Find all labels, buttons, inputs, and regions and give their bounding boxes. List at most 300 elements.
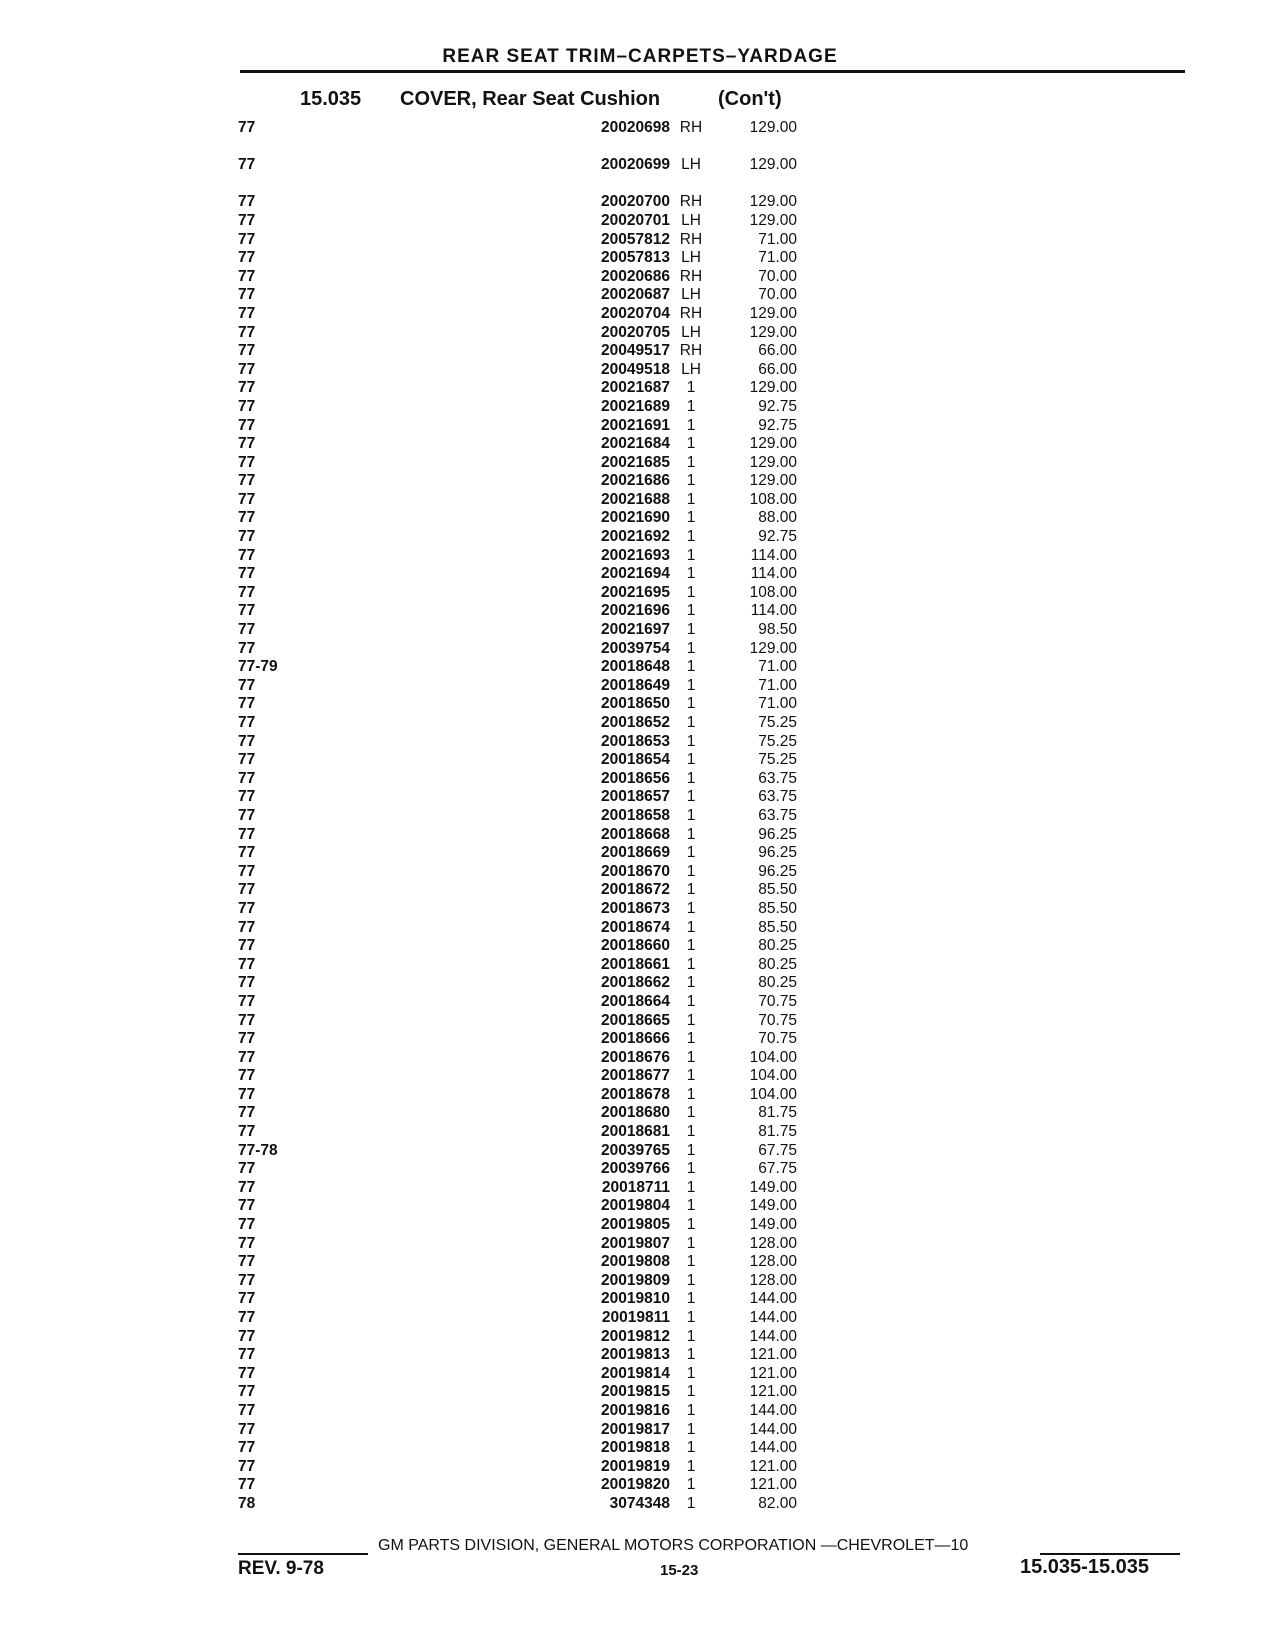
part-number-cell: 20057813 (601, 249, 670, 267)
year-cell: 77-78 (238, 1141, 278, 1159)
table-row (0, 937, 1280, 956)
table-row (0, 1104, 1280, 1123)
table-row (0, 993, 1280, 1012)
table-row (0, 119, 1280, 156)
table-row (0, 751, 1280, 770)
year-cell: 78 (238, 1494, 256, 1512)
table-row (0, 342, 1280, 361)
quantity-cell: 1 (686, 397, 696, 415)
part-number-cell: 20018661 (601, 955, 670, 973)
table-row (0, 658, 1280, 677)
price-cell: 128.00 (749, 1253, 797, 1271)
year-cell: 77 (238, 806, 256, 824)
part-number-cell: 20019809 (601, 1271, 670, 1289)
price-cell: 71.00 (758, 658, 797, 676)
part-number-cell: 20020704 (601, 304, 670, 322)
year-cell: 77 (238, 751, 256, 769)
year-cell: 77 (238, 899, 256, 917)
year-cell: 77 (238, 676, 256, 694)
table-row (0, 695, 1280, 714)
price-cell: 96.25 (758, 825, 797, 843)
quantity-cell: 1 (686, 472, 696, 490)
quantity-cell: 1 (686, 1123, 696, 1141)
part-number-cell: 20018654 (601, 751, 670, 769)
part-number-cell: 20020686 (601, 267, 670, 285)
table-row (0, 398, 1280, 417)
table-row (0, 844, 1280, 863)
year-cell: 77 (238, 119, 256, 136)
year-cell: 77 (238, 732, 256, 750)
quantity-cell: LH (681, 286, 701, 304)
year-cell: 77 (238, 211, 256, 229)
price-cell: 96.25 (758, 844, 797, 862)
price-cell: 121.00 (749, 1476, 797, 1494)
table-row (0, 435, 1280, 454)
price-cell: 82.00 (758, 1494, 797, 1512)
table-row (0, 1328, 1280, 1347)
quantity-cell: 1 (686, 1439, 696, 1457)
table-row (0, 1142, 1280, 1161)
part-number-cell: 20019814 (601, 1364, 670, 1382)
part-number-cell: 20018665 (601, 1011, 670, 1029)
table-row (0, 1290, 1280, 1309)
table-row (0, 826, 1280, 845)
year-cell: 77 (238, 1271, 256, 1289)
part-number-cell: 20019820 (601, 1476, 670, 1494)
year-cell: 77 (238, 193, 256, 211)
quantity-cell: 1 (686, 621, 696, 639)
price-cell: 121.00 (749, 1346, 797, 1364)
quantity-cell: 1 (686, 1494, 696, 1512)
quantity-cell: 1 (686, 1141, 696, 1159)
price-cell: 92.75 (758, 416, 797, 434)
year-cell: 77 (238, 1048, 256, 1066)
quantity-cell: 1 (686, 658, 696, 676)
quantity-cell: 1 (686, 695, 696, 713)
year-cell: 77 (238, 918, 256, 936)
price-cell: 88.00 (758, 509, 797, 527)
part-number-cell: 20020701 (601, 211, 670, 229)
price-cell: 144.00 (749, 1420, 797, 1438)
price-cell: 63.75 (758, 806, 797, 824)
part-number-cell: 20018669 (601, 844, 670, 862)
table-row (0, 974, 1280, 993)
table-row (0, 231, 1280, 250)
table-row (0, 1067, 1280, 1086)
year-cell: 77 (238, 1197, 256, 1215)
price-cell: 104.00 (749, 1085, 797, 1103)
quantity-cell: 1 (686, 602, 696, 620)
price-cell: 70.00 (758, 286, 797, 304)
table-row (0, 900, 1280, 919)
price-cell: 66.00 (758, 360, 797, 378)
table-row (0, 584, 1280, 603)
quantity-cell: LH (681, 323, 701, 341)
part-number-cell: 20018668 (601, 825, 670, 843)
part-number-cell: 20021685 (601, 453, 670, 471)
year-cell: 77 (238, 1085, 256, 1103)
part-number-cell: 20019808 (601, 1253, 670, 1271)
table-row (0, 1253, 1280, 1272)
quantity-cell: 1 (686, 453, 696, 471)
year-cell: 77 (238, 1253, 256, 1271)
year-cell: 77 (238, 955, 256, 973)
part-number-cell: 20019810 (601, 1290, 670, 1308)
part-number-cell: 20018677 (601, 1067, 670, 1085)
table-row (0, 1458, 1280, 1477)
quantity-cell: 1 (686, 1457, 696, 1475)
year-cell: 77 (238, 992, 256, 1010)
quantity-cell: RH (679, 342, 703, 360)
quantity-cell: 1 (686, 1327, 696, 1345)
price-cell: 70.75 (758, 1030, 797, 1048)
part-number-cell: 20021687 (601, 379, 670, 397)
quantity-cell: 1 (686, 676, 696, 694)
table-row (0, 1086, 1280, 1105)
year-cell: 77 (238, 1476, 256, 1494)
part-number-cell: 20018653 (601, 732, 670, 750)
part-number-cell: 20018670 (601, 862, 670, 880)
table-row (0, 788, 1280, 807)
section-title: COVER, Rear Seat Cushion (400, 88, 661, 110)
table-row (0, 1495, 1280, 1514)
table-row (0, 1365, 1280, 1384)
quantity-cell: 1 (686, 1085, 696, 1103)
part-number-cell: 20018652 (601, 714, 670, 731)
table-row (0, 1439, 1280, 1458)
price-cell: 85.50 (758, 881, 797, 899)
part-number-cell: 20018711 (601, 1178, 670, 1196)
section-number: 15.035 (300, 88, 362, 110)
quantity-cell: 1 (686, 1476, 696, 1494)
price-cell: 108.00 (749, 490, 797, 508)
part-number-cell: 20018681 (601, 1123, 670, 1141)
price-cell: 92.75 (758, 528, 797, 546)
table-row (0, 733, 1280, 752)
year-cell: 77 (238, 397, 256, 415)
year-cell: 77 (238, 1309, 256, 1326)
price-cell: 85.50 (758, 918, 797, 936)
year-cell: 77 (238, 583, 256, 601)
part-number-cell: 20018658 (601, 806, 670, 824)
quantity-cell: 1 (686, 509, 696, 527)
part-number-cell: 20019815 (601, 1383, 670, 1401)
quantity-cell: 1 (686, 1271, 696, 1289)
group-range: 15.035-15.035 (1020, 1556, 1150, 1578)
parts-list (0, 119, 1280, 1514)
quantity-cell: 1 (686, 583, 696, 601)
continued-label: (Con't) (718, 88, 782, 110)
table-row (0, 491, 1280, 510)
part-number-cell: 20021695 (601, 583, 670, 601)
part-number-cell: 20021692 (601, 528, 670, 546)
table-row (0, 249, 1280, 268)
price-cell: 75.25 (758, 732, 797, 750)
price-cell: 63.75 (758, 788, 797, 806)
year-cell: 77-79 (238, 658, 278, 676)
year-cell: 77 (238, 1216, 256, 1234)
price-cell: 70.75 (758, 992, 797, 1010)
table-row (0, 417, 1280, 436)
quantity-cell: RH (679, 304, 703, 322)
part-number-cell: 20018680 (601, 1104, 670, 1122)
year-cell: 77 (238, 1457, 256, 1475)
part-number-cell: 20021688 (601, 490, 670, 508)
part-number-cell: 20021690 (601, 509, 670, 527)
table-row (0, 286, 1280, 305)
quantity-cell: 1 (686, 1178, 696, 1196)
quantity-cell: 1 (686, 862, 696, 880)
year-cell: 77 (238, 472, 256, 490)
price-cell: 114.00 (750, 602, 797, 620)
part-number-cell: 20019807 (601, 1234, 670, 1252)
price-cell: 70.00 (758, 267, 797, 285)
table-row (0, 1272, 1280, 1291)
price-cell: 80.25 (758, 974, 797, 992)
table-row (0, 361, 1280, 380)
part-number-cell: 20019812 (601, 1327, 670, 1345)
table-row (0, 193, 1280, 212)
year-cell: 77 (238, 974, 256, 992)
table-row (0, 1179, 1280, 1198)
table-row (0, 1030, 1280, 1049)
price-cell: 70.75 (758, 1011, 797, 1029)
year-cell: 77 (238, 1383, 256, 1401)
quantity-cell: 1 (686, 1290, 696, 1308)
table-row (0, 1402, 1280, 1421)
year-cell: 77 (238, 528, 256, 546)
table-row (0, 1197, 1280, 1216)
price-cell: 71.00 (758, 249, 797, 267)
quantity-cell: 1 (686, 1216, 696, 1234)
year-cell: 77 (238, 1346, 256, 1364)
price-cell: 129.00 (749, 304, 797, 322)
part-number-cell: 20021693 (601, 546, 670, 564)
price-cell: 129.00 (749, 472, 797, 490)
table-row (0, 1123, 1280, 1142)
table-row (0, 156, 1280, 193)
year-cell: 77 (238, 360, 256, 378)
year-cell: 77 (238, 304, 256, 322)
quantity-cell: 1 (686, 751, 696, 769)
part-number-cell: 20019804 (601, 1197, 670, 1215)
table-row (0, 454, 1280, 473)
table-row (0, 1160, 1280, 1179)
quantity-cell: 1 (686, 825, 696, 843)
price-cell: 144.00 (749, 1401, 797, 1419)
quantity-cell: 1 (686, 416, 696, 434)
part-number-cell: 20018672 (601, 881, 670, 899)
table-row (0, 268, 1280, 287)
part-number-cell: 20021684 (601, 435, 670, 453)
year-cell: 77 (238, 286, 256, 304)
quantity-cell: 1 (686, 1048, 696, 1066)
part-number-cell: 20039754 (601, 639, 670, 657)
price-cell: 129.00 (749, 119, 797, 136)
table-row (0, 1012, 1280, 1031)
year-cell: 77 (238, 230, 256, 248)
price-cell: 144.00 (749, 1439, 797, 1457)
year-cell: 77 (238, 1290, 256, 1308)
table-row (0, 956, 1280, 975)
quantity-cell: 1 (686, 1160, 696, 1178)
price-cell: 71.00 (758, 695, 797, 713)
year-cell: 77 (238, 1123, 256, 1141)
year-cell: 77 (238, 1160, 256, 1178)
footer-publisher: GM PARTS DIVISION, GENERAL MOTORS CORPORATION —CHEVROLET—10 (378, 1537, 969, 1554)
year-cell: 77 (238, 249, 256, 267)
table-row (0, 714, 1280, 733)
price-cell: 80.25 (758, 955, 797, 973)
quantity-cell: LH (681, 211, 701, 229)
year-cell: 77 (238, 844, 256, 862)
part-number-cell: 20020687 (601, 286, 670, 304)
price-cell: 67.75 (758, 1160, 797, 1178)
year-cell: 77 (238, 1011, 256, 1029)
table-row (0, 807, 1280, 826)
year-cell: 77 (238, 1178, 256, 1196)
quantity-cell: 1 (686, 1067, 696, 1085)
year-cell: 77 (238, 565, 256, 583)
year-cell: 77 (238, 1327, 256, 1345)
part-number-cell: 20019818 (601, 1439, 670, 1457)
quantity-cell: 1 (686, 639, 696, 657)
price-cell: 104.00 (749, 1067, 797, 1085)
page-number: 15-23 (660, 1562, 699, 1579)
part-number-cell: 20021689 (601, 397, 670, 415)
price-cell: 75.25 (758, 751, 797, 769)
year-cell: 77 (238, 509, 256, 527)
table-row (0, 547, 1280, 566)
part-number-cell: 20019819 (601, 1457, 670, 1475)
table-row (0, 1049, 1280, 1068)
footer-rule-left (238, 1553, 368, 1555)
quantity-cell: LH (681, 249, 701, 267)
quantity-cell: 1 (686, 1030, 696, 1048)
part-number-cell: 20020700 (601, 193, 670, 211)
table-row (0, 863, 1280, 882)
year-cell: 77 (238, 323, 256, 341)
quantity-cell: RH (679, 193, 703, 211)
table-row (0, 640, 1280, 659)
part-number-cell: 20018664 (601, 992, 670, 1010)
year-cell: 77 (238, 546, 256, 564)
title-rule (240, 70, 1185, 73)
year-cell: 77 (238, 1420, 256, 1438)
price-cell: 80.25 (758, 937, 797, 955)
table-row (0, 212, 1280, 231)
part-number-cell: 20018662 (601, 974, 670, 992)
part-number-cell: 20021694 (601, 565, 670, 583)
quantity-cell: 1 (686, 1401, 696, 1419)
part-number-cell: 20018656 (601, 769, 670, 787)
table-row (0, 509, 1280, 528)
price-cell: 129.00 (749, 156, 797, 174)
year-cell: 77 (238, 714, 256, 731)
year-cell: 77 (238, 937, 256, 955)
quantity-cell: 1 (686, 788, 696, 806)
table-row (0, 919, 1280, 938)
table-row (0, 621, 1280, 640)
price-cell: 129.00 (749, 639, 797, 657)
part-number-cell: 20039765 (601, 1141, 670, 1159)
quantity-cell: 1 (686, 992, 696, 1010)
table-row (0, 1346, 1280, 1365)
price-cell: 144.00 (749, 1327, 797, 1345)
table-row (0, 565, 1280, 584)
part-number-cell: 3074348 (609, 1494, 670, 1512)
year-cell: 77 (238, 881, 256, 899)
quantity-cell: 1 (686, 937, 696, 955)
price-cell: 67.75 (758, 1141, 797, 1159)
price-cell: 75.25 (758, 714, 797, 731)
year-cell: 77 (238, 267, 256, 285)
table-row (0, 1476, 1280, 1495)
year-cell: 77 (238, 825, 256, 843)
quantity-cell: 1 (686, 546, 696, 564)
year-cell: 77 (238, 416, 256, 434)
year-cell: 77 (238, 1439, 256, 1457)
part-number-cell: 20049517 (601, 342, 670, 360)
year-cell: 77 (238, 602, 256, 620)
quantity-cell: RH (679, 119, 703, 136)
price-cell: 129.00 (749, 211, 797, 229)
part-number-cell: 20019817 (601, 1420, 670, 1438)
table-row (0, 677, 1280, 696)
year-cell: 77 (238, 453, 256, 471)
price-cell: 121.00 (749, 1364, 797, 1382)
part-number-cell: 20039766 (601, 1160, 670, 1178)
year-cell: 77 (238, 379, 256, 397)
part-number-cell: 20018666 (601, 1030, 670, 1048)
quantity-cell: 1 (686, 899, 696, 917)
quantity-cell: LH (681, 360, 701, 378)
price-cell: 63.75 (758, 769, 797, 787)
part-number-cell: 20018660 (601, 937, 670, 955)
part-number-cell: 20019813 (601, 1346, 670, 1364)
table-row (0, 602, 1280, 621)
quantity-cell: 1 (686, 769, 696, 787)
price-cell: 108.00 (749, 583, 797, 601)
year-cell: 77 (238, 639, 256, 657)
part-number-cell: 20018673 (601, 899, 670, 917)
price-cell: 144.00 (749, 1290, 797, 1308)
table-row (0, 528, 1280, 547)
year-cell: 77 (238, 435, 256, 453)
quantity-cell: 1 (686, 844, 696, 862)
quantity-cell: 1 (686, 1346, 696, 1364)
year-cell: 77 (238, 1364, 256, 1382)
price-cell: 149.00 (749, 1216, 797, 1234)
year-cell: 77 (238, 769, 256, 787)
part-number-cell: 20018678 (601, 1085, 670, 1103)
price-cell: 66.00 (758, 342, 797, 360)
price-cell: 149.00 (749, 1178, 797, 1196)
price-cell: 129.00 (749, 435, 797, 453)
price-cell: 128.00 (749, 1234, 797, 1252)
quantity-cell: 1 (686, 806, 696, 824)
quantity-cell: 1 (686, 1309, 696, 1326)
quantity-cell: RH (679, 267, 703, 285)
part-number-cell: 20049518 (601, 360, 670, 378)
quantity-cell: 1 (686, 1383, 696, 1401)
part-number-cell: 20018648 (601, 658, 670, 676)
price-cell: 92.75 (758, 397, 797, 415)
price-cell: 121.00 (749, 1383, 797, 1401)
part-number-cell: 20057812 (601, 230, 670, 248)
price-cell: 121.00 (749, 1457, 797, 1475)
table-row (0, 1309, 1280, 1328)
